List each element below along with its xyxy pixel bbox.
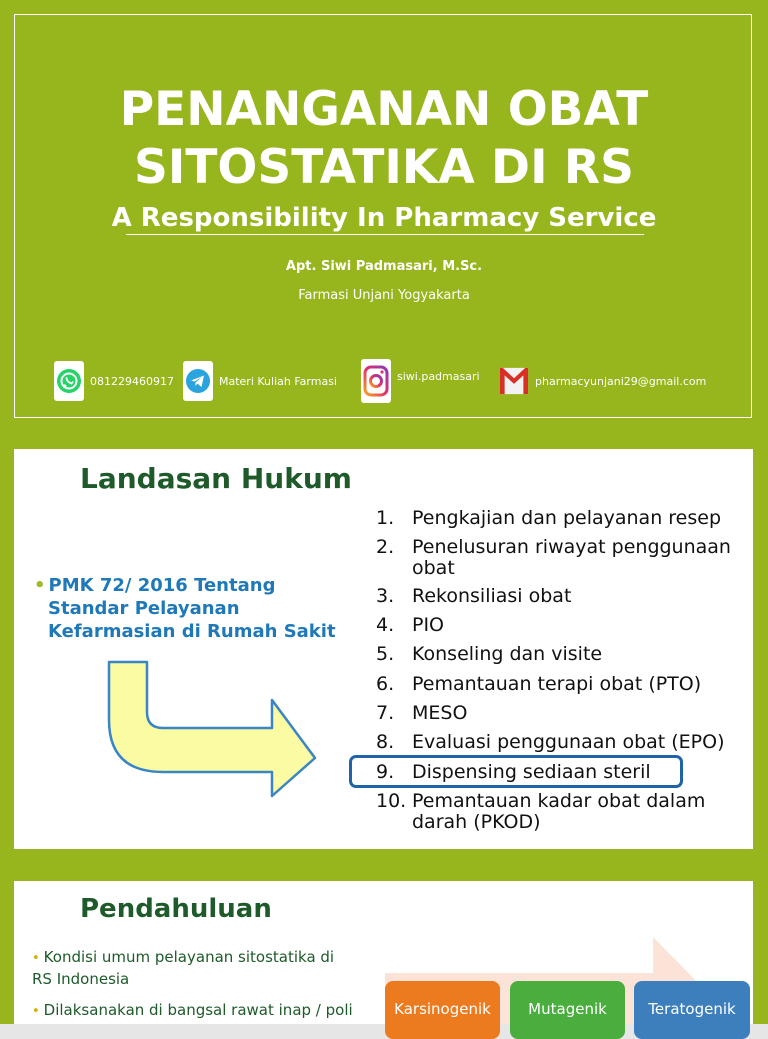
contact-telegram[interactable] (183, 360, 337, 402)
list-item: 10. Pemantauan kadar obat dalam darah (PKOD) (376, 790, 706, 833)
gmail-icon (499, 361, 529, 401)
slide-title-line1: PENANGANAN OBAT (119, 82, 649, 137)
category-box-mutagenik: Mutagenik (510, 981, 625, 1039)
curved-arrow-icon (96, 660, 324, 800)
category-box-karsinogenik: Karsinogenik (385, 981, 500, 1039)
bullet-text: Dilaksanakan di bangsal rawat inap / poli (43, 1001, 353, 1019)
subtitle-underline (126, 234, 644, 235)
instagram-icon (361, 361, 391, 401)
telegram-icon (183, 361, 213, 401)
slide-title-line2: SITOSTATIKA DI RS (134, 140, 634, 195)
bullet-item (32, 947, 372, 989)
list-item: 2. Penelusuran riwayat penggunaan obat (376, 536, 731, 579)
list-item: 4. PIO (376, 614, 445, 636)
author-name: Apt. Siwi Padmasari, M.Sc. (285, 259, 483, 274)
bullet-text: RS Indonesia (32, 970, 130, 988)
list-item: 6. Pemantauan terapi obat (PTO) (376, 673, 702, 695)
bullet-dot: • (32, 1004, 40, 1019)
list-item: 3. Rekonsiliasi obat (376, 585, 572, 607)
bullet-item (32, 1000, 372, 1022)
bullet-dot: • (32, 951, 40, 966)
contact-whatsapp[interactable] (54, 360, 174, 402)
slide-heading: Landasan Hukum (80, 462, 352, 495)
list-item: 8. Evaluasi penggunaan obat (EPO) (376, 731, 725, 753)
bullet-line: PMK 72/ 2016 Tentang (48, 575, 276, 596)
author-affiliation: Farmasi Unjani Yogyakarta (298, 288, 470, 303)
list-item: 1. Pengkajian dan pelayanan resep (376, 507, 722, 529)
regulation-bullet (34, 574, 334, 643)
contact-gmail[interactable] (499, 360, 706, 402)
whatsapp-icon (54, 361, 84, 401)
bullet-dot: • (34, 575, 46, 596)
contact-text: pharmacyunjani29@gmail.com (535, 374, 707, 388)
contact-text: 081229460917 (90, 374, 174, 388)
bullet-line: Kefarmasian di Rumah Sakit (48, 621, 336, 642)
list-item: 5. Konseling dan visite (376, 643, 603, 665)
list-item: 7. MESO (376, 702, 468, 724)
highlight-box (349, 755, 683, 788)
bullet-line: Standar Pelayanan (48, 598, 240, 619)
list-item-highlighted: 9. Dispensing sediaan steril (376, 761, 651, 783)
contact-text: siwi.padmasari (397, 369, 480, 383)
contact-text: Materi Kuliah Farmasi (219, 374, 337, 388)
contact-instagram[interactable] (361, 360, 480, 402)
slide-heading: Pendahuluan (80, 894, 272, 924)
slide-subtitle: A Responsibility In Pharmacy Service (111, 203, 657, 233)
category-box-teratogenik: Teratogenik (634, 981, 750, 1039)
bullet-text: Kondisi umum pelayanan sitostatika di (43, 948, 335, 966)
